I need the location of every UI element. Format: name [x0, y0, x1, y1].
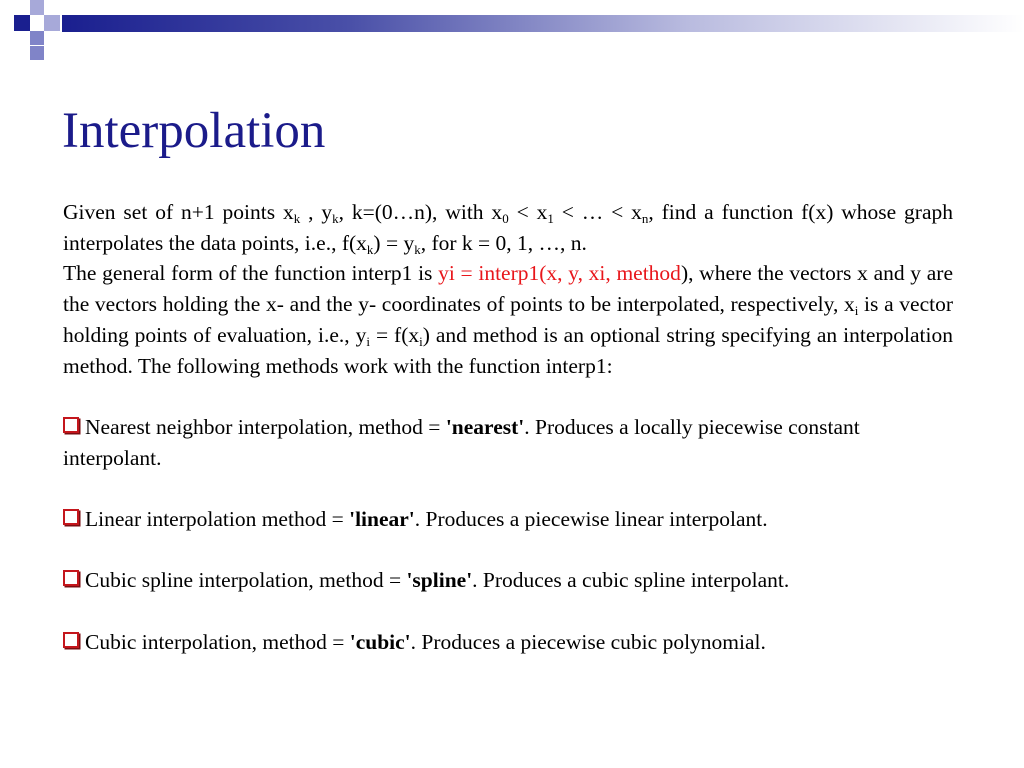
- list-item: Cubic interpolation, method = 'cubic'. Produces a piecewise cubic polynomial.: [63, 627, 953, 658]
- header-square-light: [44, 15, 60, 31]
- list-item: Cubic spline interpolation, method = 'spline'. Produces a cubic spline interpolant.: [63, 565, 953, 596]
- intro-paragraph-2: The general form of the function interp1 is yi = interp1(x, y, xi, method), where the vectors x and y are the vectors holding the x- and the y- coordinates of points to be interpolated, respectively, $x_i$ is a vector holding points of evaluation, i.e., $y_i = f(x_i)$ and method is an optional string specifying an interpolation method. The following methods work with the function interp1:: [63, 261, 954, 378]
- method-list: [63, 412, 953, 658]
- checkbox-bullet-icon: [63, 509, 79, 525]
- slide-title: Interpolation: [62, 103, 326, 159]
- list-item: Linear interpolation method = 'linear'. Produces a piecewise linear interpolant.: [63, 504, 953, 535]
- checkbox-bullet-icon: [63, 632, 79, 648]
- interp1-syntax: yi = interp1(x, y, xi, method: [438, 261, 681, 286]
- intro-paragraph-1: Given set of n+1 points $x_k$ , $y_k$, k=(0…n), with $x_0 < x_1$ < … < $x_n$, find a function f(x) whose graph interpolates the data points, i.e., $f(x_k) = y_k$, for k = 0, 1, …, n.: [63, 200, 954, 257]
- checkbox-bullet-icon: [63, 570, 79, 586]
- checkbox-bullet-icon: [63, 417, 79, 433]
- header-square-light: [30, 0, 44, 15]
- header-square-mid: [30, 31, 44, 45]
- list-item: Nearest neighbor interpolation, method = 'nearest'. Produces a locally piecewise constant interpolant.: [63, 414, 860, 470]
- header-gradient-bar: [62, 15, 1024, 32]
- header-square-mid: [30, 46, 44, 60]
- slide-body: [63, 197, 953, 688]
- header-square-navy: [14, 15, 30, 31]
